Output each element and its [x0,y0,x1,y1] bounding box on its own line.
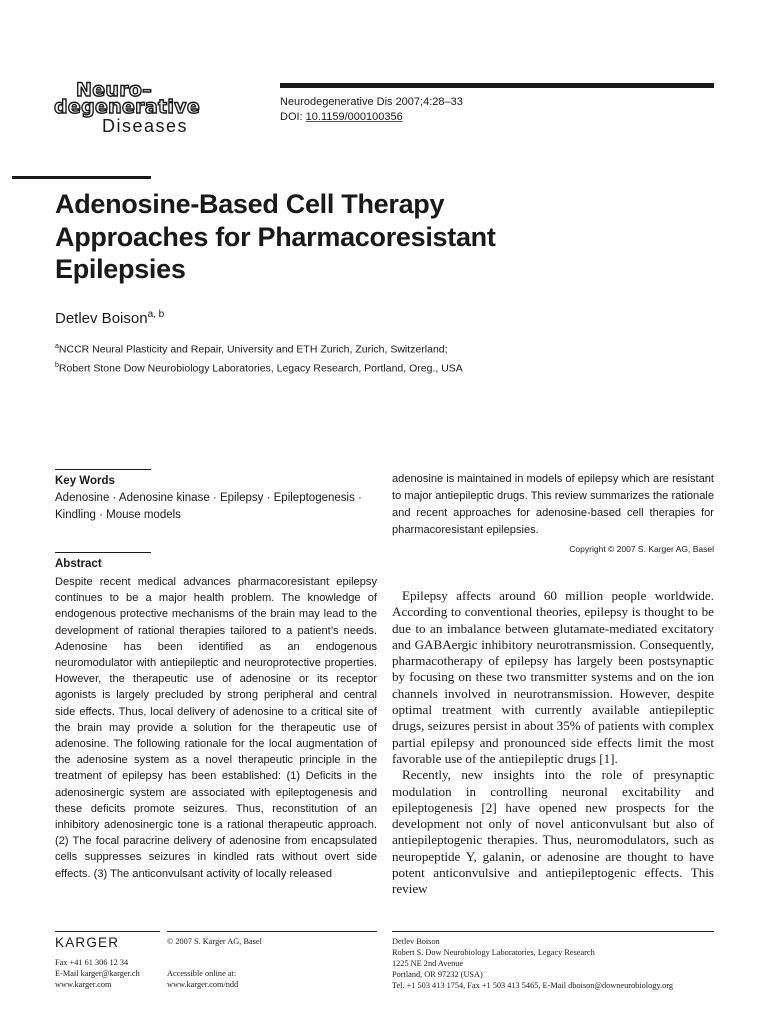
keywords-rule [55,469,151,470]
abstract-copyright: Copyright © 2007 S. Karger AG, Basel [569,544,714,554]
online-url[interactable]: www.karger.com/ndd [167,980,239,989]
title-rule [12,176,151,179]
online-label: Accessible online at: [167,969,237,978]
publisher-fax: Fax +41 61 306 12 34 [55,958,129,967]
title-line-1: Adenosine-Based Cell Therapy [55,189,445,219]
keywords-list [55,490,380,524]
abstract-continuation: adenosine is maintained in models of epilepsy which are resistant to major antiepileptic drugs. This review summarizes the rationale and recent approaches for adenosine-based cell therapies for pharmacoresistant epilepsies. [392,473,714,536]
title-line-2: Approaches for Pharmacoresistant [55,221,496,252]
online-access [167,968,238,990]
affiliation-b-sup: b [55,362,59,369]
abstract-text: Despite recent medical advances pharmacoresistant epilepsy continues to be a major health problem. The knowledge of endogenous protective mechanisms of the brain may lead to the development of rational therapies tailored to a patient’s needs. Adenosine has been identified as an endogenous neuromodulator with antiepileptic and neuroprotective properties. However, the therapeutic use of adenosine or its receptor agonists is largely precluded by strong peripheral and central side effects. Thus, local delivery of adenosine to a critical site of the brain may provide a solution for the therapeutic use of adenosine. The following rationale for the local augmentation of the adenosine system as a novel therapeutic principle in the treatment of epilepsy has been established: (1) Deficits in the adenosinergic system are associated with epileptogenesis and these deficits promote seizures. Thus, reconstitution of an inhibitory adenosinergic tone is a rational therapeutic approach. (2) The focal paracrine delivery of adenosine from encapsulated cells suppresses seizures in kindled rats without overt side effects. (3) The anticonvulsant activity of locally released [55,576,377,880]
keywords-line-2: Kindling · Mouse models [55,509,181,521]
publisher-web[interactable]: www.karger.com [55,980,112,989]
body-paragraph-1: Epilepsy affects around 60 million people worldwide. According to conventional theories, epilepsy is thought to be due to an imbalance between glutamate-mediated excitatory and GABAergic inhibitory neurotransmission. Consequently, pharmacotherapy of epilepsy has largely been postsynaptic by focusing on these two transmitter systems and on the ion channels involved in neurotransmission. However, despite optimal treatment with currently available antiepileptic drugs, seizures persist in about 35% of patients with complex partial epilepsy and pronounced side effects limit the most favorable use of the antiepileptic drugs [1]. [392,588,714,766]
author [55,309,164,327]
body-paragraph-2: Recently, new insights into the role of presynaptic modulation in controlling neuronal excitability and epileptogenesis [2] have opened new prospects for the development not only of novel anticonvulsant but also of antiepileptogenic therapies. Thus, neuromodulators, such as neuropeptide Y, galanin, or adenosine are thought to have potent anticonvulsive and antiepileptogenic effects. This review [392,767,714,897]
affiliations [55,339,463,377]
doi-line [280,110,463,125]
address-name: Detlev Boison [392,937,440,946]
publisher-email[interactable]: E-Mail karger@karger.ch [55,969,140,978]
affiliation-b-text: Robert Stone Dow Neurobiology Laboratories, Legacy Research, Portland, Oreg., USA [58,362,463,375]
header-rule [280,83,714,88]
journal-citation: Neurodegenerative Dis 2007;4:28–33 [280,96,463,108]
logo-line-2: degenerative [54,96,201,118]
publisher-contact [55,957,140,990]
footer-rule-right [392,931,714,932]
correspondence-address [392,936,714,991]
address-contact: Tel. +1 503 413 1754, Fax +1 503 413 5465, E-Mail dboison@downeurobiology.org [392,981,673,990]
abstract-heading: Abstract [55,558,102,570]
author-name: Detlev Boison [55,310,148,327]
keywords-heading: Key Words [55,475,115,487]
title-line-3: Epilepsies [55,254,186,284]
doi-prefix: DOI: [280,111,306,123]
karger-logo: KARGER [55,935,120,950]
address-org: Robert S. Dow Neurobiology Laboratories, Legacy Research [392,948,595,957]
affiliation-a-text: NCCR Neural Plasticity and Repair, University and ETH Zurich, Zurich, Switzerland; [58,343,448,356]
author-affil-sup: a, b [147,309,165,320]
affiliation-b [55,358,463,377]
address-city: Portland, OR 97232 (USA) [392,970,483,979]
footer-rule-left [55,931,160,932]
affiliation-a [55,339,463,358]
journal-citation-block [280,95,463,125]
logo-line-1: Neuro– [76,79,153,101]
doi-link[interactable]: 10.1159/000100356 [305,111,403,123]
journal-logo [54,79,201,136]
footer-rule-middle [167,931,377,932]
keywords-line-1: Adenosine · Adenosine kinase · Epilepsy · Epileptogenesis · [55,492,362,504]
address-street: 1225 NE 2nd Avenue [392,959,464,968]
article-title [55,188,575,286]
body-text [392,588,714,898]
logo-line-3: Diseases [102,116,189,136]
affiliation-a-sup: a [55,343,59,350]
footer-copyright: © 2007 S. Karger AG, Basel [167,937,262,946]
abstract-rule [55,552,151,553]
